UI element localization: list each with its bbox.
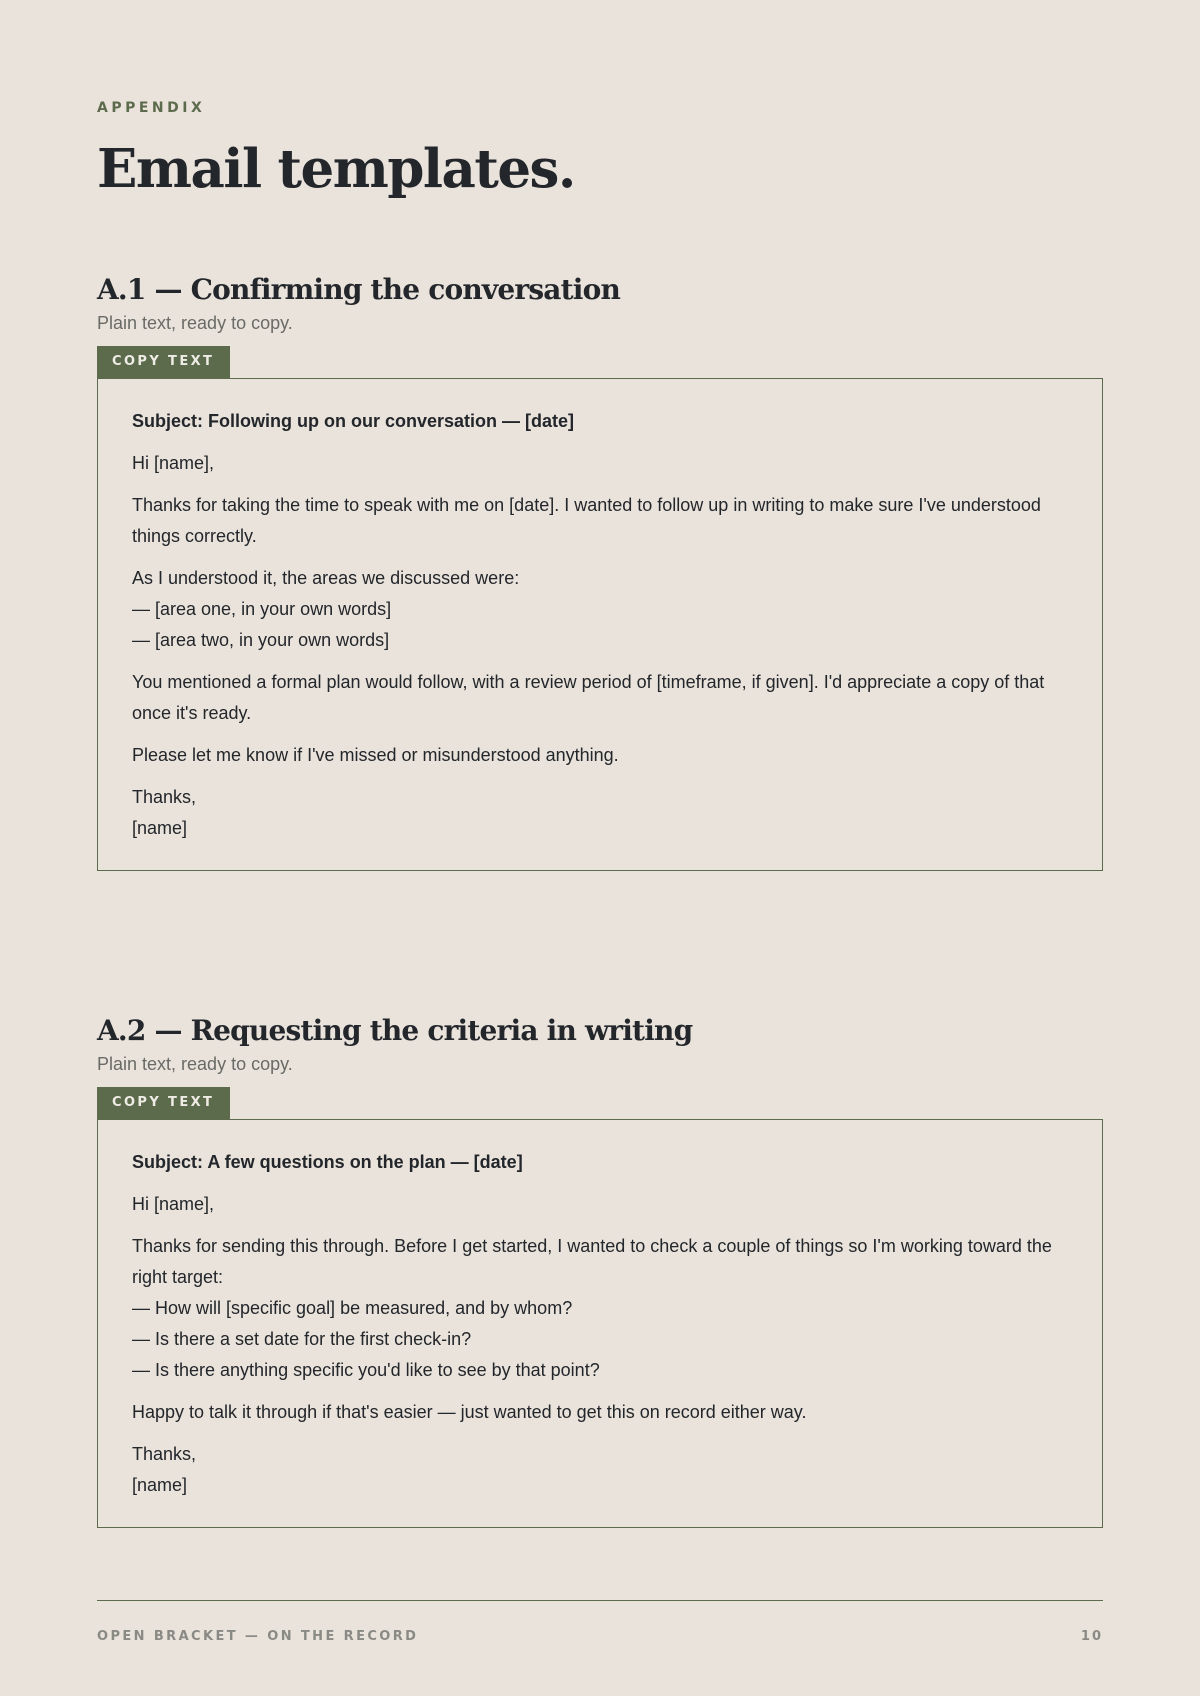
section-title: A.1 — Confirming the conversation <box>97 273 621 306</box>
email-list-intro: As I understood it, the areas we discussed were: <box>132 568 520 588</box>
email-paragraph: You mentioned a formal plan would follow, with a review period of [timeframe, if given]. I'd appreciate a copy of that once it's ready. <box>132 672 1045 723</box>
email-signoff-block <box>132 1439 1068 1501</box>
email-list-item: — Is there anything specific you'd like to see by that point? <box>132 1360 600 1380</box>
email-paragraph <box>132 563 1068 656</box>
section-subtitle: Plain text, ready to copy. <box>97 313 293 333</box>
email-signature: [name] <box>132 1475 188 1495</box>
email-greeting: Hi [name], <box>132 453 215 473</box>
section-a1 <box>97 270 1103 871</box>
email-paragraph <box>132 1231 1068 1386</box>
email-list-item: — How will [specific goal] be measured, and by whom? <box>132 1298 573 1318</box>
email-template-box[interactable] <box>97 1119 1103 1528</box>
email-signoff: Thanks, <box>132 1444 197 1464</box>
section-title: A.2 — Requesting the criteria in writing <box>97 1014 693 1047</box>
copy-text-button[interactable]: COPY TEXT <box>97 346 230 378</box>
email-subject: Subject: Following up on our conversation — [date] <box>132 411 575 431</box>
email-list-item: — [area two, in your own words] <box>132 630 390 650</box>
page-title: Email templates. <box>97 138 575 200</box>
page-number: 10 <box>1080 1629 1103 1644</box>
eyebrow-label: APPENDIX <box>97 100 206 116</box>
footer-running-title: OPEN BRACKET — ON THE RECORD <box>97 1629 419 1644</box>
email-subject: Subject: A few questions on the plan — [date] <box>132 1152 523 1172</box>
section-subtitle: Plain text, ready to copy. <box>97 1054 293 1074</box>
email-list-item: — [area one, in your own words] <box>132 599 392 619</box>
email-signoff: Thanks, <box>132 787 197 807</box>
email-paragraph: Please let me know if I've missed or misunderstood anything. <box>132 745 619 765</box>
document-page <box>97 0 1103 1696</box>
email-template-box[interactable] <box>97 378 1103 871</box>
email-paragraph: Thanks for taking the time to speak with me on [date]. I wanted to follow up in writing to make sure I've understood things correctly. <box>132 495 1041 546</box>
email-list-intro: Thanks for sending this through. Before I get started, I wanted to check a couple of things so I'm working toward the right target: <box>132 1236 1052 1287</box>
email-paragraph: Happy to talk it through if that's easier — just wanted to get this on record either way. <box>132 1402 807 1422</box>
email-signoff-block <box>132 782 1068 844</box>
section-a2 <box>97 1011 1103 1528</box>
footer-divider <box>97 1600 1103 1601</box>
email-greeting: Hi [name], <box>132 1194 215 1214</box>
email-list-item: — Is there a set date for the first check-in? <box>132 1329 472 1349</box>
copy-text-button[interactable]: COPY TEXT <box>97 1087 230 1119</box>
email-signature: [name] <box>132 818 188 838</box>
